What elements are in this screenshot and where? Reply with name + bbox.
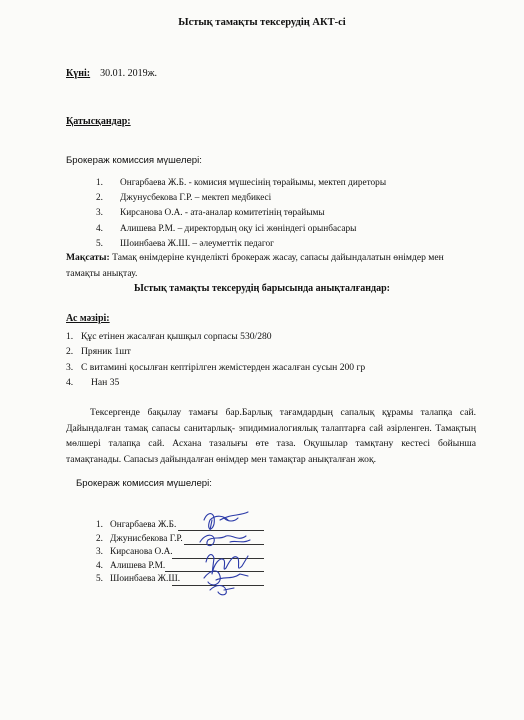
list-item: [96, 206, 386, 221]
members-list: [96, 176, 386, 252]
list-item: [96, 222, 386, 237]
date-line: [66, 68, 157, 79]
list-item: [66, 344, 365, 359]
list-item: [96, 519, 183, 533]
menu-text: Құс етінен жасалған қышқыл сорпасы 530/280: [81, 331, 272, 342]
menu-text: С витамині қосылған кептірілген жемістерден жасалған сусын 200 гр: [81, 361, 366, 373]
signer-name: Шоинбаева Ж.Ш.: [110, 574, 181, 585]
commission-heading: Брокераж комиссия мүшелері:: [66, 155, 202, 166]
member-num: 4.: [96, 223, 103, 234]
member-num: 1.: [96, 178, 103, 188]
signer-name: Алишева Р.М.: [110, 560, 166, 571]
aim-label: Мақсаты:: [66, 252, 110, 263]
inspection-paragraph: Тексергенде бақылау тамағы бар.Барлық тағамдардың сапалық құрамы талапқа сай. Дайындалған тамақ сапасы санитарлық- эпидимиалогиялық талаптарға сай әзірленген. Тамақтың мөлшері талапқа сай. Асхана тазалығы өте таза. Оқушылар тамқтану кестесі бойынша тамақтанады. Сапасыз дайындалған өнімдер мен тамақтар анықталған жоқ.: [66, 407, 476, 465]
member-num: 3.: [96, 208, 103, 219]
commission-heading-2: Брокераж комиссия мүшелері:: [76, 478, 212, 489]
menu-list: [66, 329, 365, 390]
findings-subtitle: Ыстық тамақты тексерудің барысында анықталғандар:: [133, 283, 390, 294]
signer-num: 5.: [96, 574, 103, 585]
signer-name: Джунисбекова Г.Р.: [110, 533, 183, 544]
aim-text: Тамақ өнімдеріне күнделікті брокераж жасау, сапасы дайындалатын өнімдер мен тамақты анықтау.: [66, 252, 444, 279]
aim-paragraph: [66, 250, 466, 281]
date-label: Күні:: [66, 68, 91, 79]
signer-num: 4.: [96, 560, 103, 571]
list-item: [66, 375, 365, 390]
member-num: 2.: [96, 193, 103, 204]
date-value: 30.01. 2019ж.: [100, 68, 158, 79]
menu-text: Нан 35: [91, 376, 120, 388]
list-item: [66, 360, 365, 375]
list-item: [96, 546, 183, 560]
list-item: [66, 329, 365, 344]
list-item: [96, 176, 386, 191]
list-item: [96, 573, 183, 587]
menu-text: Пряник 1шт: [81, 346, 131, 358]
signer-num: 3.: [96, 547, 103, 558]
member-text: Джунусбекова Г.Р. – мектеп медбикесі: [120, 193, 272, 204]
list-item: [96, 533, 183, 547]
menu-num: 3.: [66, 361, 74, 373]
member-text: Алишева Р.М. – директордың оқу ісі жөніндегі орынбасары: [120, 223, 357, 234]
member-text: Кирсанова О.А. - ата-аналар комитетінің төрайымы: [120, 208, 325, 219]
member-text: Онгарбаева Ж.Б. - комисия мүшесінің төрайымы, мектеп диреторы: [120, 178, 387, 188]
menu-num: 2.: [66, 346, 74, 358]
member-text: Шоинбаева Ж.Ш. – әлеуметтік педагог: [120, 238, 274, 249]
signer-num: 2.: [96, 533, 103, 544]
participants-label: Қатысқандар:: [66, 116, 131, 127]
signatures-icon: [190, 506, 260, 601]
menu-label: Ас мәзірі:: [66, 313, 110, 324]
signer-name: Онгарбаева Ж.Б.: [110, 520, 177, 530]
signer-name: Кирсанова О.А.: [110, 547, 173, 558]
member-num: 5.: [96, 238, 103, 249]
document-title: Ыстық тамақты тексерудің АКТ-сі: [178, 17, 346, 28]
menu-num: 4.: [66, 376, 74, 388]
signers-list: [96, 519, 183, 587]
signer-num: 1.: [96, 520, 103, 530]
menu-num: 1.: [66, 331, 74, 342]
list-item: [96, 191, 386, 206]
